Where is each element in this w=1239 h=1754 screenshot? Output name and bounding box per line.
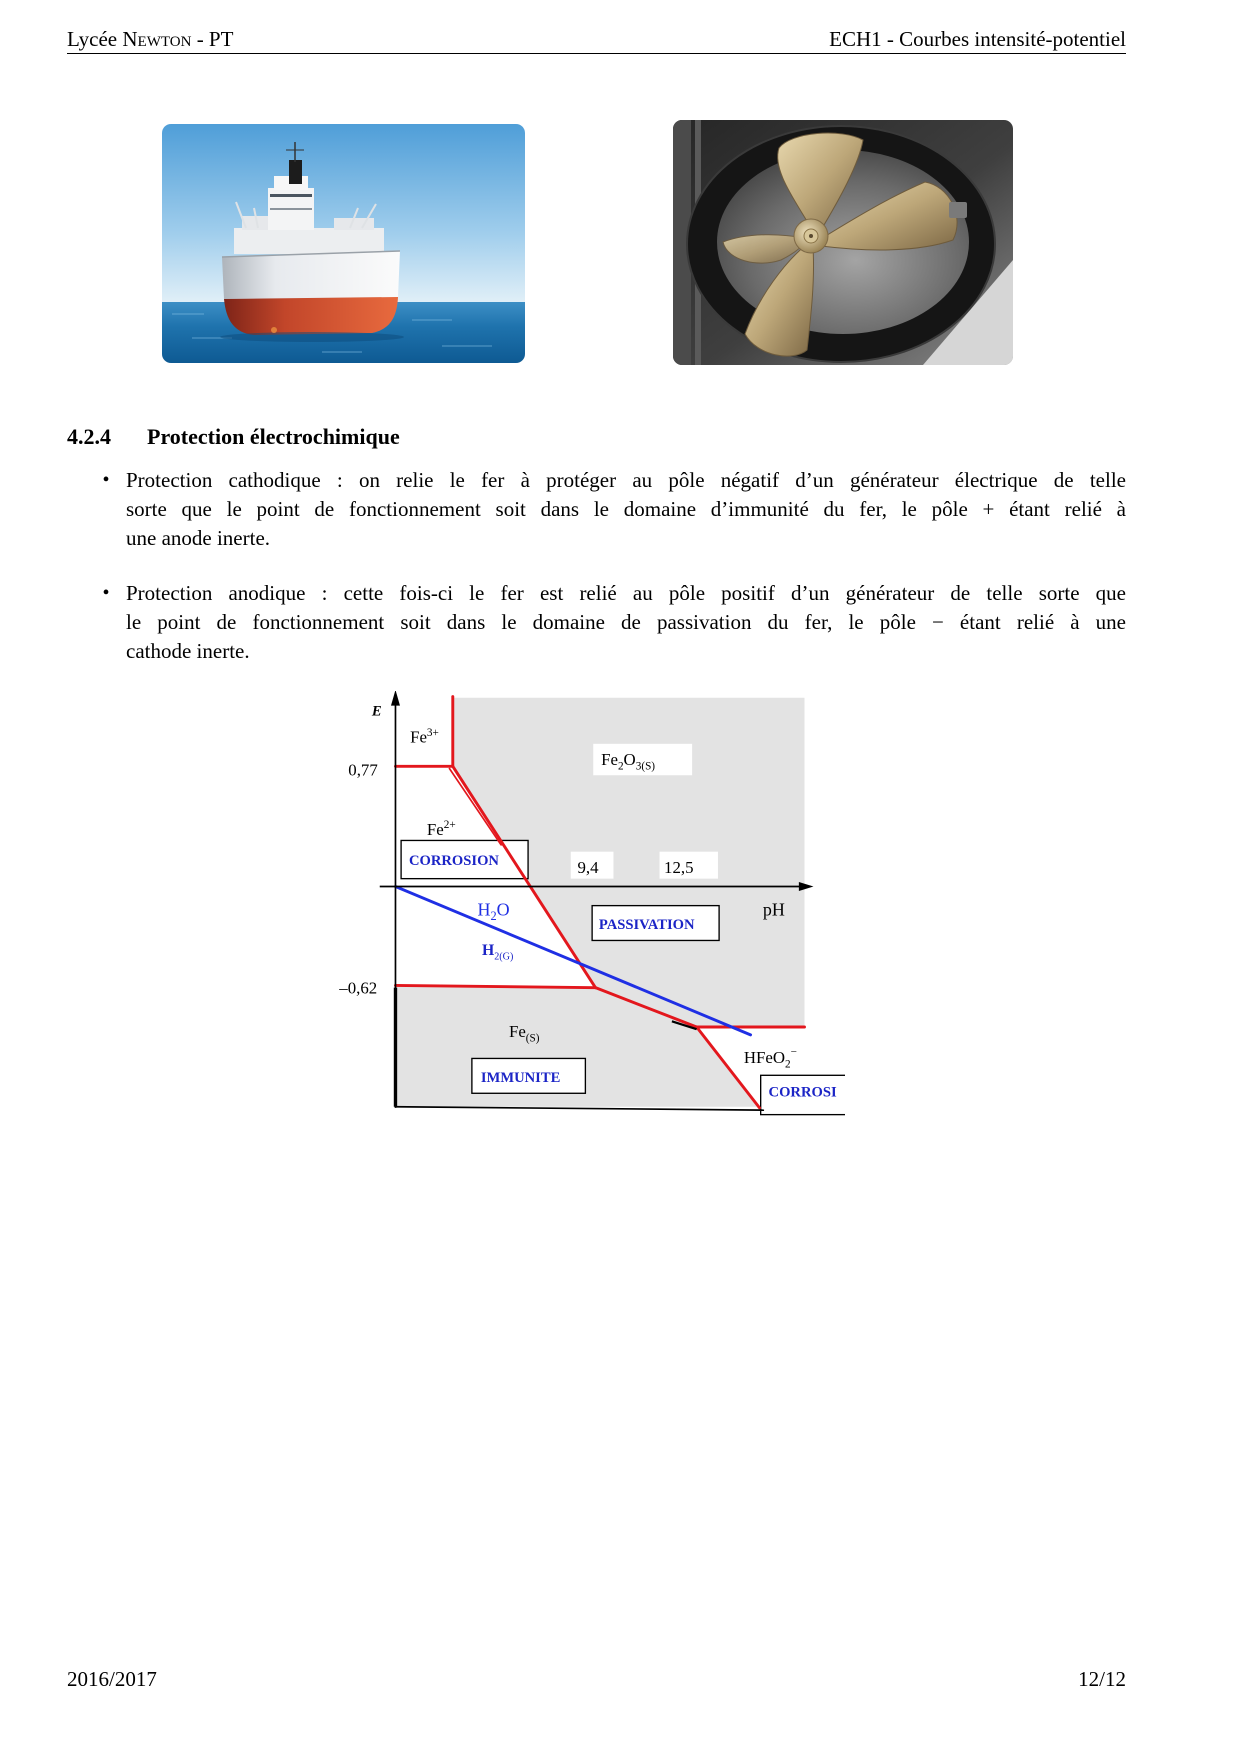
x-axis-label: pH <box>762 899 785 920</box>
ship-funnel <box>289 160 302 184</box>
paragraph-line: Protection anodique : cette fois-ci le fer est relié au pôle positif d’un générateur de telle sorte que <box>126 581 1126 605</box>
header-school-suffix: - PT <box>196 27 234 51</box>
list-item-anodic-protection <box>126 579 1126 666</box>
fe3-label <box>410 727 439 747</box>
y-axis-arrow <box>391 691 400 706</box>
hfeo2-label <box>744 1046 797 1070</box>
ph-tick-2: 12,5 <box>664 858 694 878</box>
list-item-cathodic-protection <box>126 466 1126 553</box>
fe2-symbol: Fe <box>426 819 444 839</box>
header-school-prefix: Lycée <box>67 27 118 51</box>
hfeo2-symbol: HFeO <box>743 1047 785 1067</box>
header-course-title: ECH1 - Courbes intensité-potentiel <box>829 27 1126 51</box>
hfeo2-charge: − <box>790 1046 797 1059</box>
h2g-label <box>482 942 513 962</box>
fe2-label <box>427 819 456 839</box>
fe3-symbol: Fe <box>410 727 427 747</box>
paragraph-line: une anode inerte. <box>126 526 271 550</box>
footer-page-number: 12/12 <box>1078 1667 1126 1691</box>
fe2o3-el1: Fe <box>601 750 618 770</box>
h2g-symbol: H <box>482 942 495 960</box>
corrosion-right-label: CORROSI <box>768 1084 837 1101</box>
ph-tick-1: 9,4 <box>577 858 599 878</box>
paragraph-line: le point de fonctionnement soit dans le domaine de passivation du fer, le pôle − étant relié à une <box>126 610 1126 634</box>
section-title: Protection électrochimique <box>147 424 400 449</box>
fe2o3-n2: 3(S) <box>635 760 656 773</box>
h2o-label <box>478 900 510 923</box>
h2g-n: 2(G) <box>494 951 514 963</box>
corrosion-left-label: CORROSION <box>408 853 499 870</box>
fe2-charge: 2+ <box>443 819 456 832</box>
header-school <box>67 25 233 54</box>
fe-s-state: (S) <box>525 1032 540 1045</box>
x-axis-arrow <box>799 882 814 891</box>
y-axis-label: E <box>371 703 382 720</box>
header-school-name: Newton <box>122 27 192 51</box>
paragraph-line: Protection cathodique : on relie le fer à protéger au pôle négatif d’un générateur électrique de telle <box>126 468 1126 492</box>
paragraph-line: sorte que le point de fonctionnement soit dans le domaine d’immunité du fer, le pôle + étant relié à <box>126 497 1126 521</box>
fe2o3-el2: O <box>623 750 636 770</box>
e-tick-high: 0,77 <box>348 760 378 780</box>
header-rule <box>67 53 1126 54</box>
footer-year: 2016/2017 <box>67 1667 157 1691</box>
propeller-photo <box>673 120 1013 365</box>
fe2o3-n1: 2 <box>617 760 624 773</box>
duct-bracket <box>949 202 967 218</box>
hfeo2-n: 2 <box>784 1058 791 1071</box>
h2o-el2: O <box>496 899 510 920</box>
bottom-edge <box>395 1107 764 1110</box>
passivation-label: PASSIVATION <box>598 917 695 934</box>
fe-s-symbol: Fe <box>508 1022 526 1042</box>
fe3-charge: 3+ <box>426 726 439 739</box>
ship-photo <box>162 124 525 363</box>
paragraph-line: cathode inerte. <box>126 639 250 663</box>
section-heading <box>67 422 400 451</box>
h2o-n1: 2 <box>490 909 497 924</box>
bullet-marker <box>99 466 113 495</box>
h2o-el1: H <box>477 899 491 920</box>
pourbaix-diagram <box>337 691 845 1118</box>
immunite-label: IMMUNITE <box>480 1070 561 1087</box>
bullet-marker <box>99 579 113 608</box>
section-number: 4.2.4 <box>67 424 111 449</box>
e-tick-low: –0,62 <box>339 978 378 998</box>
